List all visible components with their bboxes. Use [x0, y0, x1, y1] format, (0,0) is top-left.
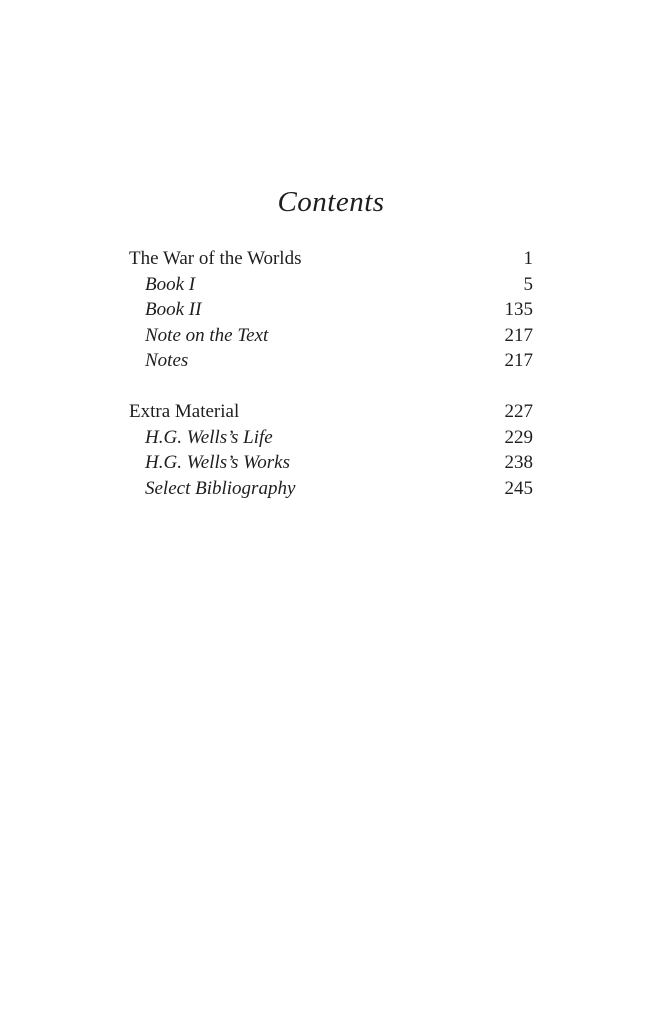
toc-entry-row	[129, 297, 533, 323]
toc-page-number: 229	[504, 426, 533, 448]
toc-entry-row	[129, 476, 533, 502]
toc-entry-label: H.G. Wells’s Works	[145, 452, 290, 474]
toc-entry-row	[129, 323, 533, 349]
toc-section-extra-material	[129, 399, 533, 501]
toc-page-number: 135	[504, 299, 533, 321]
toc-heading-label: The War of the Worlds	[129, 248, 302, 269]
toc-entry-label: Select Bibliography	[145, 477, 296, 499]
toc-page-number: 238	[504, 452, 533, 474]
toc-entry-label: H.G. Wells’s Life	[145, 426, 273, 448]
toc-entry-row	[129, 425, 533, 451]
toc-entry-label: Book II	[145, 299, 202, 321]
toc-page-number: 217	[504, 350, 533, 372]
toc-heading-label: Extra Material	[129, 400, 240, 422]
toc-entry-row	[129, 272, 533, 298]
toc-entry-label: Book I	[145, 273, 196, 295]
toc-section-war-of-the-worlds	[129, 246, 533, 374]
toc-entry-row	[129, 348, 533, 374]
toc-page-number: 217	[504, 324, 533, 346]
toc-page-number: 245	[504, 477, 533, 499]
toc-page-number: 227	[504, 400, 533, 422]
toc-page-number: 1	[523, 248, 533, 269]
table-of-contents	[129, 246, 533, 501]
toc-entry-label: Notes	[145, 350, 189, 372]
toc-entry-label: Note on the Text	[145, 324, 269, 346]
toc-page-number: 5	[523, 273, 533, 295]
page-title: Contents	[277, 186, 385, 218]
toc-heading-row	[129, 399, 533, 425]
toc-heading-row	[129, 246, 533, 272]
toc-entry-row	[129, 450, 533, 476]
